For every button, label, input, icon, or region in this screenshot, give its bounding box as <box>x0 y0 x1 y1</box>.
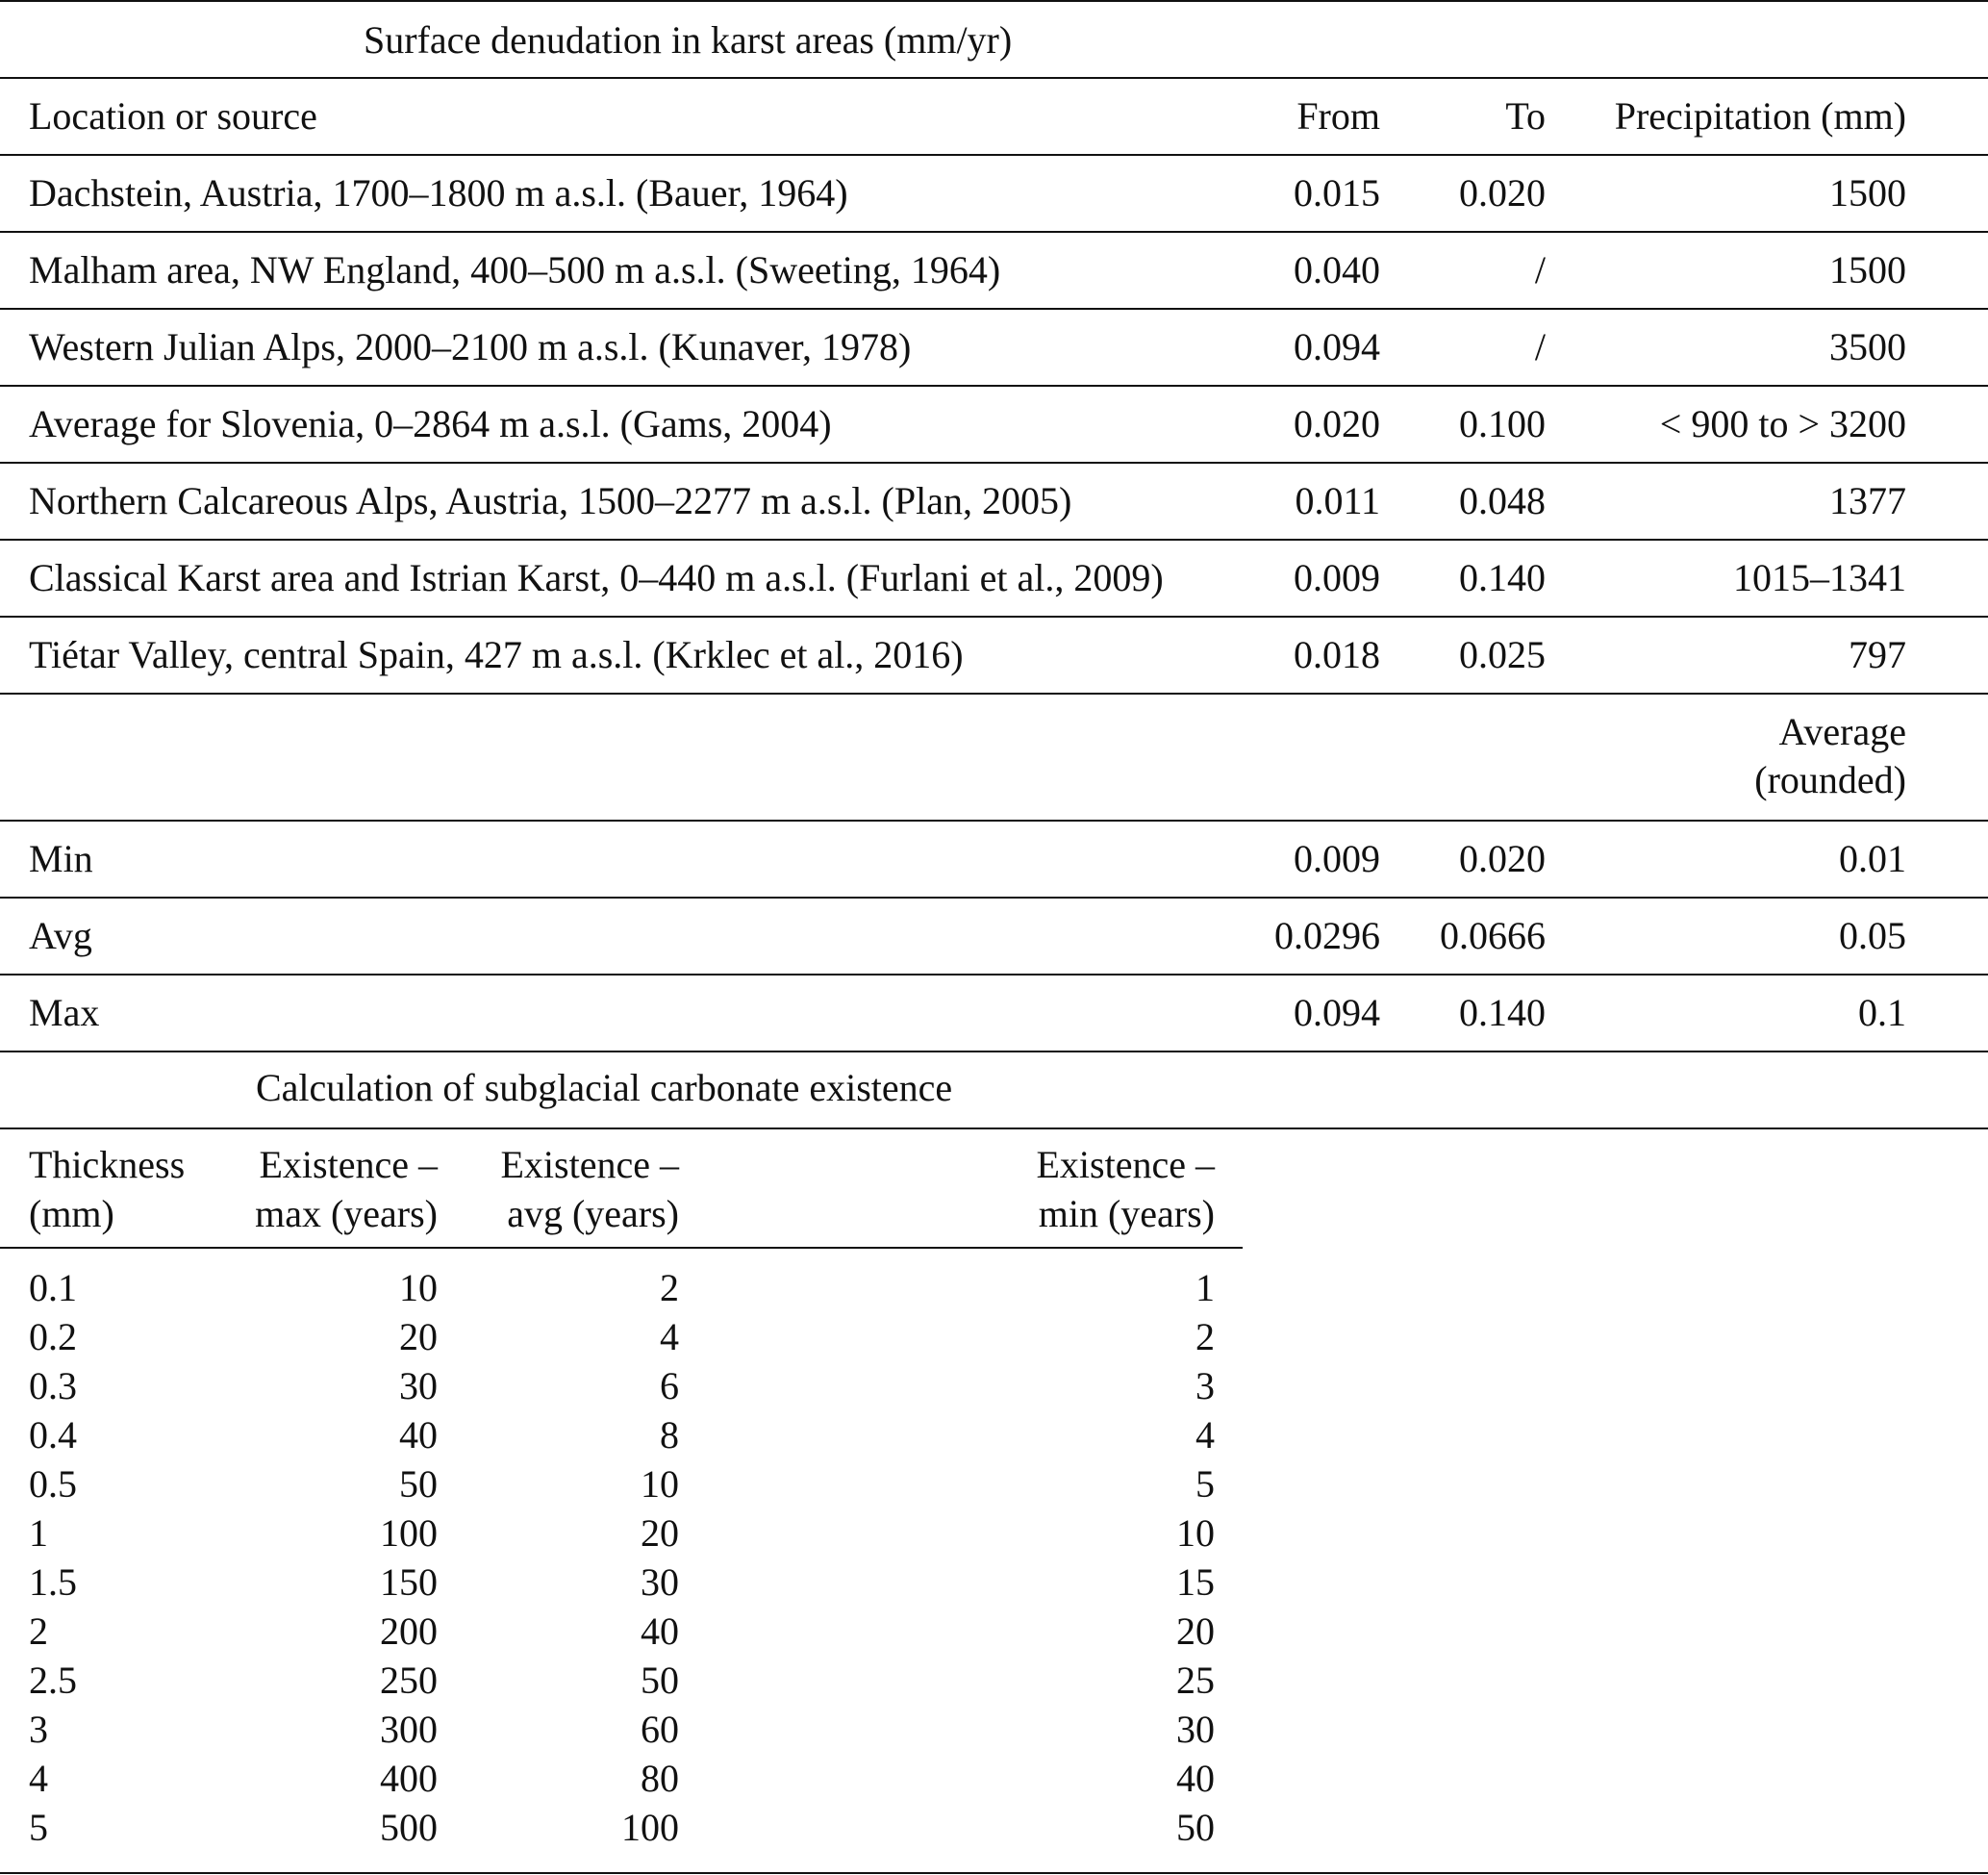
rule <box>0 539 1988 541</box>
table2-title: Calculation of subglacial carbonate existence <box>256 1066 953 1109</box>
table1-title: Surface denudation in karst areas (mm/yr) <box>364 18 1013 62</box>
rule <box>0 897 1988 899</box>
average-header: Average <box>1778 710 1906 753</box>
rule <box>0 974 1988 976</box>
row-location: Average for Slovenia, 0–2864 m a.s.l. (Gams, 2004) <box>29 402 832 445</box>
row-existence-min: 4 <box>1195 1413 1215 1457</box>
row-location: Malham area, NW England, 400–500 m a.s.l. (Sweeting, 1964) <box>29 248 1001 291</box>
row-existence-max: 20 <box>399 1315 438 1358</box>
row-existence-avg: 100 <box>621 1806 679 1849</box>
row-thickness: 5 <box>29 1806 48 1849</box>
row-existence-max: 300 <box>380 1708 438 1751</box>
row-to: 0.100 <box>1459 402 1546 445</box>
row-from: 0.015 <box>1294 171 1380 215</box>
row-location: Western Julian Alps, 2000–2100 m a.s.l. (Kunaver, 1978) <box>29 325 912 368</box>
header-existence-max: Existence – <box>259 1143 438 1186</box>
row-existence-min: 50 <box>1176 1806 1215 1849</box>
row-existence-min: 25 <box>1176 1659 1215 1702</box>
summary-label: Min <box>29 837 93 880</box>
header-existence-max-unit: max (years) <box>255 1192 438 1235</box>
row-existence-avg: 4 <box>660 1315 679 1358</box>
row-thickness: 1 <box>29 1511 48 1555</box>
rule <box>0 385 1988 387</box>
header-thickness-unit: (mm) <box>29 1192 114 1235</box>
row-from: 0.011 <box>1295 479 1380 522</box>
row-existence-avg: 6 <box>660 1364 679 1407</box>
row-existence-max: 100 <box>380 1511 438 1555</box>
row-thickness: 2 <box>29 1609 48 1653</box>
row-existence-min: 1 <box>1195 1266 1215 1309</box>
row-location: Dachstein, Austria, 1700–1800 m a.s.l. (Bauer, 1964) <box>29 171 848 215</box>
header-thickness: Thickness <box>29 1143 186 1186</box>
row-to: 0.020 <box>1459 171 1546 215</box>
summary-from: 0.0296 <box>1274 914 1380 957</box>
row-to: 0.048 <box>1459 479 1546 522</box>
rule <box>0 693 1988 695</box>
header-existence-avg: Existence – <box>500 1143 679 1186</box>
row-existence-avg: 8 <box>660 1413 679 1457</box>
row-from: 0.094 <box>1294 325 1380 368</box>
row-existence-max: 30 <box>399 1364 438 1407</box>
rule <box>0 77 1988 79</box>
header-location: Location or source <box>29 94 317 138</box>
rule-bottom <box>0 1872 1988 1874</box>
row-existence-max: 40 <box>399 1413 438 1457</box>
row-thickness: 3 <box>29 1708 48 1751</box>
row-thickness: 4 <box>29 1757 48 1800</box>
row-existence-avg: 40 <box>641 1609 679 1653</box>
row-existence-avg: 20 <box>641 1511 679 1555</box>
row-existence-avg: 50 <box>641 1659 679 1702</box>
row-thickness: 2.5 <box>29 1659 77 1702</box>
summary-to: 0.0666 <box>1440 914 1546 957</box>
row-existence-min: 40 <box>1176 1757 1215 1800</box>
row-location: Northern Calcareous Alps, Austria, 1500–2277 m a.s.l. (Plan, 2005) <box>29 479 1072 522</box>
row-existence-min: 10 <box>1176 1511 1215 1555</box>
row-existence-max: 150 <box>380 1560 438 1604</box>
row-precipitation: < 900 to > 3200 <box>1659 402 1906 445</box>
row-existence-avg: 10 <box>641 1462 679 1506</box>
header-precipitation: Precipitation (mm) <box>1614 94 1906 138</box>
rule <box>0 462 1988 464</box>
summary-to: 0.020 <box>1459 837 1546 880</box>
summary-from: 0.094 <box>1294 991 1380 1034</box>
row-to: 0.140 <box>1459 556 1546 599</box>
row-precipitation: 1500 <box>1829 171 1906 215</box>
row-thickness: 0.5 <box>29 1462 77 1506</box>
rule-top <box>0 0 1988 2</box>
summary-label: Max <box>29 991 100 1034</box>
header-existence-avg-unit: avg (years) <box>507 1192 679 1235</box>
row-existence-max: 500 <box>380 1806 438 1849</box>
row-existence-max: 10 <box>399 1266 438 1309</box>
row-thickness: 0.3 <box>29 1364 77 1407</box>
row-existence-avg: 2 <box>660 1266 679 1309</box>
row-to: / <box>1534 248 1546 291</box>
rule <box>0 1051 1988 1052</box>
row-from: 0.018 <box>1294 633 1380 676</box>
rule <box>0 231 1988 233</box>
average-header-sub: (rounded) <box>1754 758 1906 801</box>
rule <box>0 820 1988 822</box>
row-precipitation: 1015–1341 <box>1733 556 1906 599</box>
row-thickness: 1.5 <box>29 1560 77 1604</box>
rule <box>0 154 1988 156</box>
row-existence-min: 30 <box>1176 1708 1215 1751</box>
rule <box>0 1128 1988 1129</box>
row-existence-min: 5 <box>1195 1462 1215 1506</box>
row-thickness: 0.1 <box>29 1266 77 1309</box>
row-existence-max: 50 <box>399 1462 438 1506</box>
row-existence-avg: 60 <box>641 1708 679 1751</box>
row-existence-max: 200 <box>380 1609 438 1653</box>
row-from: 0.020 <box>1294 402 1380 445</box>
row-location: Classical Karst area and Istrian Karst, 0–440 m a.s.l. (Furlani et al., 2009) <box>29 556 1164 599</box>
summary-average: 0.05 <box>1839 914 1906 957</box>
row-thickness: 0.4 <box>29 1413 77 1457</box>
row-thickness: 0.2 <box>29 1315 77 1358</box>
row-existence-min: 2 <box>1195 1315 1215 1358</box>
row-precipitation: 1377 <box>1829 479 1906 522</box>
row-from: 0.040 <box>1294 248 1380 291</box>
rule <box>0 308 1988 310</box>
rule <box>0 1247 1243 1249</box>
row-existence-min: 20 <box>1176 1609 1215 1653</box>
header-existence-min: Existence – <box>1036 1143 1215 1186</box>
summary-average: 0.01 <box>1839 837 1906 880</box>
row-location: Tiétar Valley, central Spain, 427 m a.s.l. (Krklec et al., 2016) <box>29 633 964 676</box>
row-to: / <box>1534 325 1546 368</box>
row-existence-min: 15 <box>1176 1560 1215 1604</box>
row-existence-max: 250 <box>380 1659 438 1702</box>
row-precipitation: 1500 <box>1829 248 1906 291</box>
row-existence-avg: 80 <box>641 1757 679 1800</box>
rule <box>0 616 1988 618</box>
header-to: To <box>1505 94 1546 138</box>
row-precipitation: 3500 <box>1829 325 1906 368</box>
row-existence-min: 3 <box>1195 1364 1215 1407</box>
header-from: From <box>1296 94 1380 138</box>
row-precipitation: 797 <box>1849 633 1906 676</box>
row-existence-avg: 30 <box>641 1560 679 1604</box>
summary-to: 0.140 <box>1459 991 1546 1034</box>
summary-from: 0.009 <box>1294 837 1380 880</box>
row-from: 0.009 <box>1294 556 1380 599</box>
header-existence-min-unit: min (years) <box>1038 1192 1215 1235</box>
row-to: 0.025 <box>1459 633 1546 676</box>
row-existence-max: 400 <box>380 1757 438 1800</box>
summary-average: 0.1 <box>1858 991 1906 1034</box>
summary-label: Avg <box>29 914 92 957</box>
